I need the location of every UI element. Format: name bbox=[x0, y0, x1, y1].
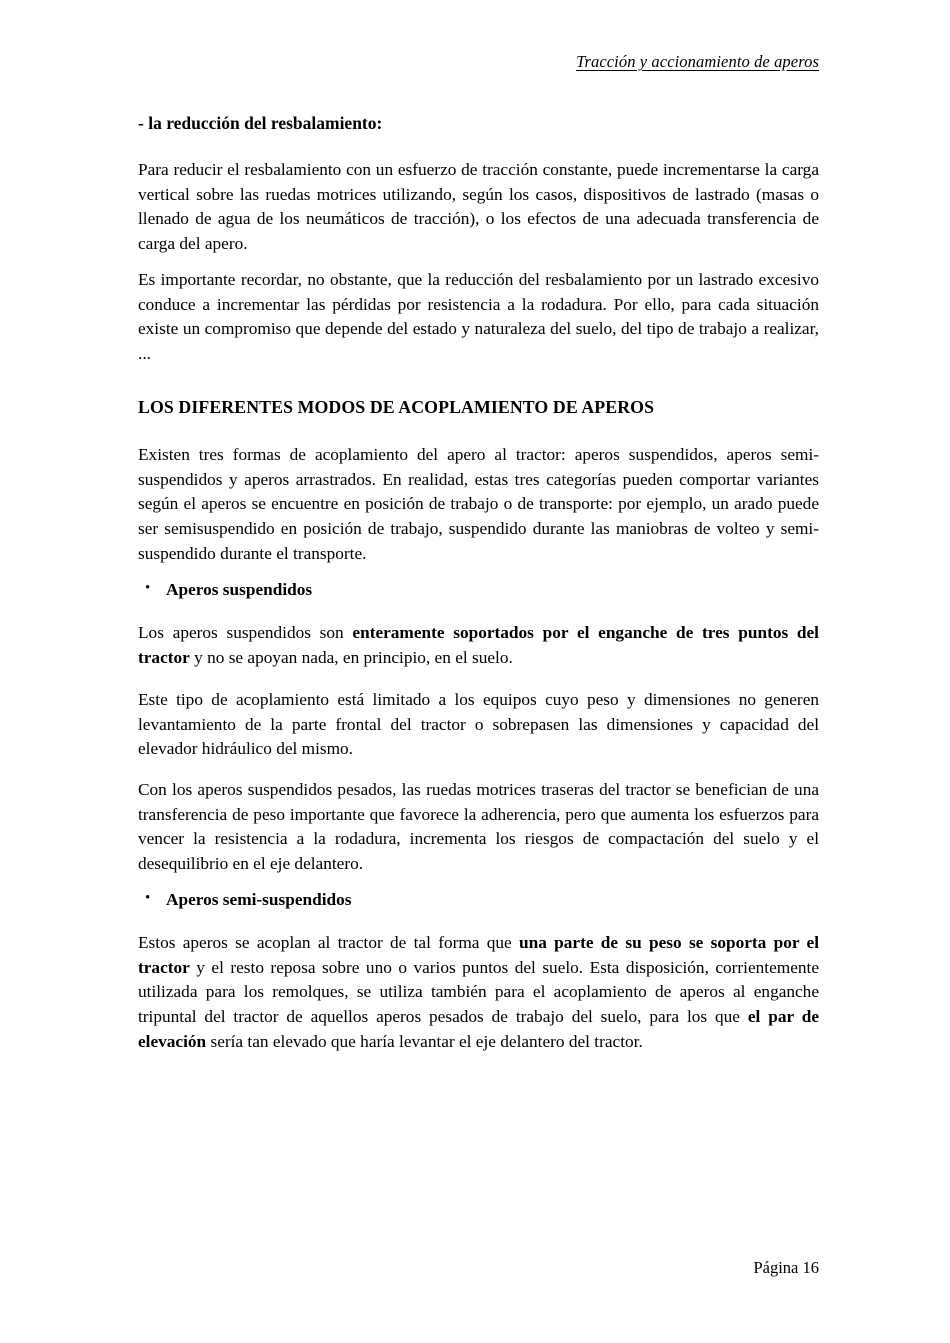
paragraph-3-block bbox=[138, 443, 819, 567]
paragraph-7-run-3: y el resto reposa sobre uno o varios puntos del suelo. Esta disposición, corrientemente utilizada para los remolques, se utiliza también para el acoplamiento de aperos al enganche tripuntal del tractor de aquellos aperos pesados de trabajo del suelo, para los que bbox=[138, 957, 819, 1027]
page-number-label: Página 16 bbox=[753, 1258, 819, 1277]
paragraph-7-run-2-bold: una parte de su peso se soporta por el tractor bbox=[138, 933, 819, 977]
list-item-aperos-suspendidos bbox=[138, 578, 819, 602]
bullet-dot-icon: • bbox=[145, 580, 151, 596]
bullet-aperos-suspendidos-block bbox=[138, 578, 819, 602]
paragraph-6-block bbox=[138, 778, 819, 877]
section-heading-modos-acoplamiento: LOS DIFERENTES MODOS DE ACOPLAMIENTO DE APEROS bbox=[138, 397, 655, 417]
list-item-label: Aperos semi-suspendidos bbox=[166, 890, 352, 909]
paragraph-tipo-acoplamiento-limitado: Este tipo de acoplamiento está limitado a los equipos cuyo peso y dimensiones no generen levantamiento de la parte frontal del tractor o sobrepasen las dimensiones y capacidad del elevador hidráulico del mismo. bbox=[138, 690, 819, 759]
paragraph-7-run-4-bold: el par de elevación bbox=[138, 1007, 819, 1051]
paragraph-4-block bbox=[138, 621, 819, 670]
list-item-aperos-semi-suspendidos bbox=[138, 888, 819, 912]
subheading-reduccion-resbalamiento-block bbox=[138, 112, 819, 136]
bullet-dot-icon: • bbox=[145, 890, 151, 906]
page-footer bbox=[138, 1258, 819, 1278]
paragraph-7-run-1: Estos aperos se acoplan al tractor de tal forma que bbox=[138, 933, 519, 952]
paragraph-5-block bbox=[138, 688, 819, 762]
paragraph-reducir-resbalamiento: Para reducir el resbalamiento con un esfuerzo de tracción constante, puede incrementarse la carga vertical sobre las ruedas motrices utilizando, según los casos, dispositivos de lastrado (masas o llenado de agua de los neumáticos de tracción), o los efectos de una adecuada transferencia de carga del apero. bbox=[138, 160, 819, 254]
paragraph-1-block bbox=[138, 158, 819, 257]
list-item-label: Aperos suspendidos bbox=[166, 580, 313, 599]
paragraph-importante-recordar: Es importante recordar, no obstante, que la reducción del resbalamiento por un lastrado excesivo conduce a incrementar las pérdidas por resistencia a la rodadura. Por ello, para cada situación existe un compromiso que depende del estado y naturaleza del suelo, del tipo de trabajo a realizar, ... bbox=[138, 270, 819, 364]
paragraph-aperos-suspendidos-soporte bbox=[138, 621, 819, 670]
subheading-reduccion-resbalamiento: - la reducción del resbalamiento: bbox=[138, 113, 383, 133]
paragraph-4-run-2-bold: enteramente soportados por el enganche de tres puntos del tractor bbox=[138, 623, 819, 667]
paragraph-aperos-semi-suspendidos-detalle bbox=[138, 931, 819, 1055]
paragraph-existen-tres-formas: Existen tres formas de acoplamiento del apero al tractor: aperos suspendidos, aperos semi-suspendidos y aperos arrastrados. En realidad, estas tres categorías pueden comportar variantes según el aperos se encuentre en posición de trabajo o de transporte: por ejemplo, un arado puede ser semisuspendido en posición de trabajo, suspendido durante las maniobras de volteo y semi-suspendido durante el transporte. bbox=[138, 445, 819, 563]
paragraph-2-block bbox=[138, 268, 819, 367]
running-header-title: Tracción y accionamiento de aperos bbox=[576, 52, 819, 71]
paragraph-7-block bbox=[138, 931, 819, 1055]
page-running-header bbox=[138, 52, 819, 72]
paragraph-aperos-suspendidos-pesados: Con los aperos suspendidos pesados, las ruedas motrices traseras del tractor se benefician de una transferencia de peso importante que favorece la adherencia, pero que aumenta los esfuerzos para vencer la resistencia a la rodadura, incrementa los riesgos de compactación del suelo y el desequilibrio en el eje delantero. bbox=[138, 780, 819, 874]
paragraph-4-run-1: Los aperos suspendidos son bbox=[138, 623, 353, 642]
bullet-aperos-semi-suspendidos-block bbox=[138, 888, 819, 912]
paragraph-7-run-5: sería tan elevado que haría levantar el eje delantero del tractor. bbox=[206, 1031, 643, 1051]
section-heading-block bbox=[138, 395, 819, 419]
paragraph-4-run-3: y no se apoyan nada, en principio, en el suelo. bbox=[189, 647, 513, 667]
